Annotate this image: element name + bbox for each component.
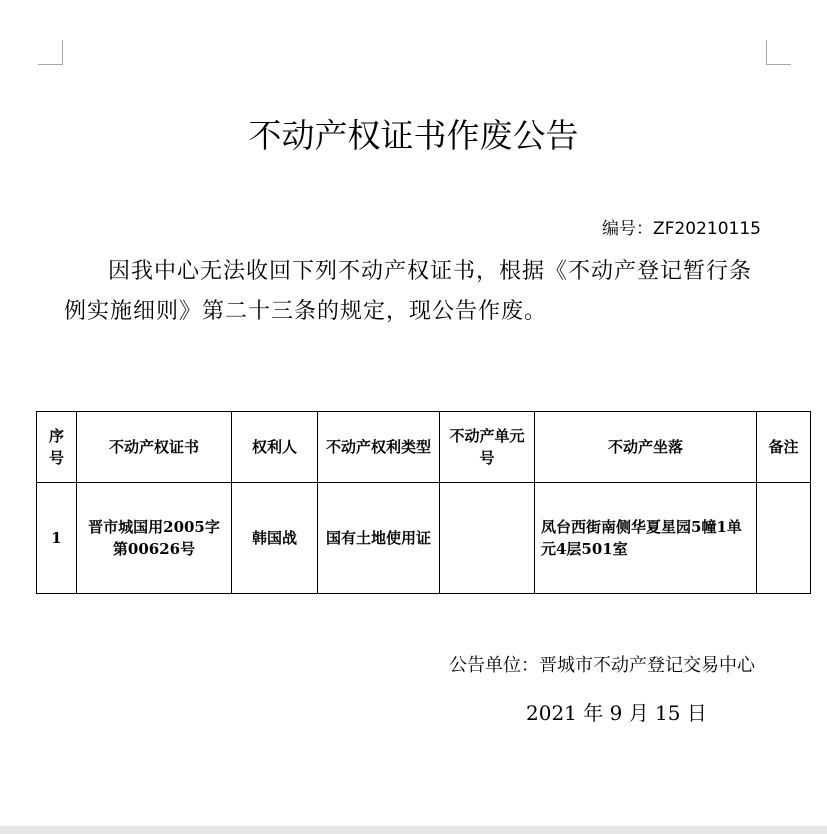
cell-right-type: 国有土地使用证	[318, 483, 440, 594]
header-unit-number: 不动产单元号	[440, 412, 535, 483]
table-row	[37, 483, 811, 594]
page-corner-mark-top-left	[38, 40, 63, 65]
document-number-value: ZF20210115	[653, 219, 761, 239]
cell-location: 凤台西街南侧华夏星园5幢1单元4层501室	[535, 483, 757, 594]
header-certificate: 不动产权证书	[77, 412, 232, 483]
issuing-unit	[449, 651, 755, 677]
document-number	[602, 214, 761, 239]
cell-right-holder: 韩国战	[232, 483, 318, 594]
header-remarks: 备注	[757, 412, 811, 483]
header-right-holder: 权利人	[232, 412, 318, 483]
header-index: 序号	[37, 412, 77, 483]
certificate-table	[36, 411, 811, 594]
cell-certificate: 晋市城国用2005字第00626号	[77, 483, 232, 594]
document-number-label: 编号：	[602, 219, 654, 239]
header-right-type: 不动产权利类型	[318, 412, 440, 483]
cell-remarks	[757, 483, 811, 594]
window-bottom-strip	[0, 826, 827, 834]
table-header-row	[37, 412, 811, 483]
page-corner-mark-top-right	[766, 40, 791, 65]
notice-date: 2021 年 9 月 15 日	[526, 701, 707, 725]
notice-title: 不动产权证书作废公告	[248, 116, 579, 155]
cell-unit-number	[440, 483, 535, 594]
cell-index: 1	[37, 483, 77, 594]
issuing-unit-name: 晋城市不动产登记交易中心	[539, 655, 755, 676]
header-location: 不动产坐落	[535, 412, 757, 483]
issuing-unit-label: 公告单位：	[449, 655, 539, 676]
notice-body: 因我中心无法收回下列不动产权证书，根据《不动产登记暂行条例实施细则》第二十三条的规定，现公告作废。	[64, 259, 753, 324]
